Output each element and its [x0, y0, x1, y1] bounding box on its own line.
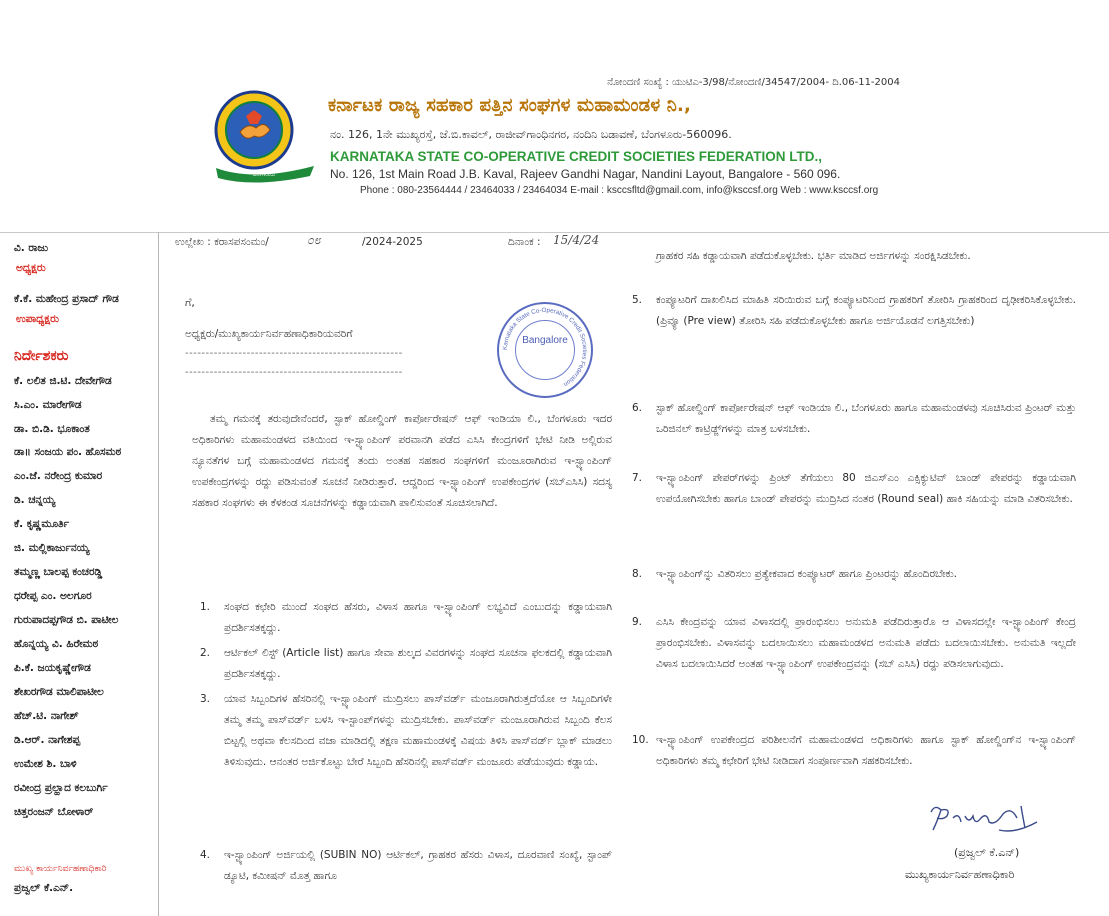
director-name: ಡಾ॥ ಸಂಜಯ ಪಂ. ಹೊಸಮಠ — [14, 446, 122, 458]
director-name: ಹೊನ್ನಯ್ಯ ವಿ. ಹಿರೇಮಠ — [14, 638, 99, 650]
date-label: ದಿನಾಂಕ : — [508, 236, 541, 248]
stamp-city: Bangalore — [522, 335, 568, 346]
item-text: ಸಂಘದ ಕಛೇರಿ ಮುಂದೆ ಸಂಘದ ಹೆಸರು, ವಿಳಾಸ ಹಾಗೂ ಇ-ಸ್ಟ್ಯಾಂಪಿಂಗ್ ಲಭ್ಯವಿದೆ ಎಂಬುದನ್ನು ಕಡ್ಡಾಯವಾಗಿ ಪ್ರದರ್ಶಿಸತಕ್ಕದ್ದು. — [224, 601, 612, 634]
instruction-item — [632, 730, 1076, 772]
director-name: ಡಿ.ಆರ್. ನಾಗೇಶಪ್ಪ — [14, 734, 81, 746]
director-name: ಎಂ.ಜೆ. ನರೇಂದ್ರ ಕುಮಾರ — [14, 470, 103, 482]
item-number: 1. — [200, 601, 211, 613]
item-text: ಇ-ಸ್ಟ್ಯಾಂಪಿಂಗ್‌ನ್ನು ವಿತರಿಸಲು ಪ್ರತ್ಯೇಕವಾದ ಕಂಪ್ಯೂಟರ್ ಹಾಗೂ ಪ್ರಿಂಟರನ್ನು ಹೊಂದಿರಬೇಕು. — [656, 568, 958, 580]
director-name: ಧರೇಪ್ಪ ಎಂ. ಅಲಗೂರ — [14, 590, 92, 602]
item-text: ಆರ್ಟಿಕಲ್ ಲಿಸ್ಟ್ (Article list) ಹಾಗೂ ಸೇವಾ ಶುಲ್ಕದ ವಿವರಗಳನ್ನು ಸಂಘದ ಸೂಚನಾ ಫಲಕದಲ್ಲಿ ಕಡ್ಡಾಯವಾಗಿ ಪ್ರದರ್ಶಿಸತಕ್ಕದ್ದು. — [224, 647, 612, 680]
salutation: ಗೆ, — [185, 296, 195, 309]
item-number: 2. — [200, 647, 211, 659]
addressee: ಅಧ್ಯಕ್ಷರು/ಮುಖ್ಯಕಾರ್ಯನಿರ್ವಹಣಾಧಿಕಾರಿಯವರಿಗೆ — [185, 328, 353, 340]
date-value: 15/4/24 — [553, 233, 600, 247]
director-name: ಪಿ.ಕೆ. ಜಯಕೃಷ್ಣೇಗೌಡ — [14, 662, 91, 674]
reference-number: ೦೮ — [307, 233, 321, 247]
reference-year: /2024-2025 — [362, 236, 423, 248]
director-name: ಕೆ. ಲಲಿತ ಜಿ.ಟಿ. ದೇವೇಗೌಡ — [14, 375, 112, 387]
instruction-item — [632, 398, 1076, 440]
ceo-name: ಪ್ರಜ್ವಲ್ ಕೆ.ಎನ್. — [14, 882, 74, 894]
reference-label: ಉಲ್ಲೇಖ : ಕರಾಸಪಸಂಮಂ/ — [175, 236, 269, 248]
sidebar-divider — [158, 232, 159, 916]
ceo-role: ಮುಖ್ಯ ಕಾರ್ಯನಿರ್ವಹಣಾಧಿಕಾರಿ — [14, 864, 107, 874]
director-name: ಡಿ. ಚನ್ನಯ್ಯ — [14, 494, 56, 506]
federation-logo — [210, 90, 320, 186]
vp-role: ಉಪಾಧ್ಯಕ್ಷರು — [16, 313, 59, 325]
item-text: ಇ-ಸ್ಟ್ಯಾಂಪಿಂಗ್ ಉಪಕೇಂದ್ರದ ಪರಿಶೀಲನೆಗೆ ಮಹಾಮಂಡಳದ ಅಧಿಕಾರಿಗಳು ಹಾಗೂ ಸ್ಟಾಕ್ ಹೋಲ್ಡಿಂಗ್‌ನ ಇ-ಸ್ಟ್ಯಾಂಪಿಂಗ್ ಅಧಿಕಾರಿಗಳು ತಮ್ಮ ಕಛೇರಿಗೆ ಭೇಟಿ ನೀಡಿದಾಗ ಸಂಪೂರ್ಣವಾಗಿ ಸಹಕರಿಸಬೇಕು. — [656, 734, 1076, 767]
item-text: ಕಂಪ್ಯೂಟರಿಗೆ ದಾಖಲಿಸಿದ ಮಾಹಿತಿ ಸರಿಯಿರುವ ಬಗ್ಗೆ ಕಂಪ್ಯೂಟರಿನಿಂದ ಗ್ರಾಹಕರಿಗೆ ತೋರಿಸಿ ಗ್ರಾಹಕರಿಂದ ದೃಢೀಕರಿಸಿಕೊಳ್ಳಬೇಕು. (ಪ್ರಿವ್ಯೂ (Pre view) ತೋರಿಸಿ ಸಹಿ ಪಡೆದುಕೊಳ್ಳಬೇಕು ಹಾಗೂ ಅರ್ಜಿಯೊಡನೆ ಲಗತ್ತಿಸಬೇಕು) — [656, 294, 1076, 327]
president-role: ಅಧ್ಯಕ್ಷರು — [16, 262, 46, 274]
item-text: ಇ-ಸ್ಟ್ಯಾಂಪಿಂಗ್ ಅರ್ಜಿಯಲ್ಲಿ (SUBIN NO) ಆರ್ಟಿಕಲ್, ಗ್ರಾಹಕರ ಹೆಸರು ವಿಳಾಸ, ದೂರವಾಣಿ ಸಂಖ್ಯೆ, ಸ್ಟಾಂಪ್ ಡ್ಯೂಟಿ, ಕಮೀಷನ್ ಮೊತ್ತ ಹಾಗೂ — [224, 849, 612, 882]
item-number: 9. — [632, 616, 643, 628]
address-english: No. 126, 1st Main Road J.B. Kaval, Rajeev Gandhi Nagar, Nandini Layout, Bangalore - 560 096. — [330, 167, 841, 181]
item-number: 7. — [632, 472, 643, 484]
address-blank-line: ----------------------------------------------------- — [185, 348, 403, 359]
instruction-item — [200, 845, 612, 887]
director-name: ರವೀಂದ್ರ ಪ್ರಲ್ಹಾದ ಕಲಬುರ್ಗಿ — [14, 782, 108, 794]
signature — [925, 800, 1045, 840]
directors-heading: ನಿರ್ದೇಶಕರು — [14, 348, 69, 364]
item-number: 5. — [632, 294, 643, 306]
item-text: ಎಸಿಸಿ ಕೇಂದ್ರವನ್ನು ಯಾವ ವಿಳಾಸದಲ್ಲಿ ಪ್ರಾರಂಭಿಸಲು ಅನುಮತಿ ಪಡೆದಿರುತ್ತಾರೊ ಆ ವಿಳಾಸದಲ್ಲೇ ಇ-ಸ್ಟ್ಯಾಂಪಿಂಗ್ ಕೇಂದ್ರ ಪ್ರಾರಂಭಿಸಬೇಕು. ವಿಳಾಸವನ್ನು ಬದಲಾಯಿಸಲು ಮಹಾಮಂಡಳದ ಅನುಮತಿ ಪಡೆದು ಬದಲಾಯಿಸಬೇಕು. ಅನುಮತಿ ಇಲ್ಲದೇ ವಿಳಾಸ ಬದಲಾಯಿಸಿದರೆ ಅಂತಹ ಇ-ಸ್ಟ್ಯಾಂಪಿಂಗ್ ಉಪಕೇಂದ್ರವನ್ನು (ಸಬ್ ಎಸಿಸಿ) ರದ್ದು ಪಡಿಸಲಾಗುವುದು. — [656, 616, 1076, 670]
stamp-inner-ring — [515, 320, 575, 380]
director-name: ಶೇಖರಗೌಡ ಮಾಲಿಪಾಟೀಲ — [14, 686, 104, 698]
signatory-name: (ಪ್ರಜ್ವಲ್ ಕೆ.ಎನ್) — [954, 846, 1020, 859]
director-name: ಚಿತ್ತರಂಜನ್ ಬೋಳಾರ್ — [14, 806, 94, 818]
director-name: ಸಿ.ಎಂ. ಮಾರೇಗೌಡ — [14, 399, 82, 411]
director-name: ತಮ್ಮಣ್ಣ ಬಾಲಪ್ಪ ಕಂಚರಡ್ಡಿ — [14, 566, 103, 578]
contact-line: Phone : 080-23564444 / 23464033 / 23464034 E-mail : ksccsfltd@gmail.com, info@ksccsf.org Web : www.ksccsf.org — [360, 185, 879, 196]
item-number: 4. — [200, 849, 211, 861]
intro-text: ತಮ್ಮ ಗಮನಕ್ಕೆ ತರುವುದೇನೆಂದರೆ, ಸ್ಟಾಕ್ ಹೋಲ್ಡಿಂಗ್ ಕಾರ್ಪೋರೇಷನ್ ಆಫ್ ಇಂಡಿಯಾ ಲಿ., ಬೆಂಗಳೂರು ಇದರ ಅಧಿಕಾರಿಗಳು ಮಹಾಮಂಡಳದ ವತಿಯಿಂದ ಇ-ಸ್ಟ್ಯಾಂಪಿಂಗ್ ಪರವಾನಗಿ ಪಡೆದ ಎಸಿಸಿ ಕೇಂದ್ರಗಳಿಗೆ ಭೇಟಿ ನೀಡಿ ಅಲ್ಲಿರುವ ನ್ಯೂನತೆಗಳ ಬಗ್ಗೆ ಮಹಾಮಂಡಳದ ಗಮನಕ್ಕೆ ತಂದು ಅಂತಹ ಸಹಕಾರ ಸಂಘಗಳಿಗೆ ಮಂಜೂರಾಗಿರುವ ಇ-ಸ್ಟ್ಯಾಂಪಿಂಗ್ ಉಪಕೇಂದ್ರಗಳನ್ನು ರದ್ದು ಪಡಿಸುವಂತೆ ಸೂಚನೆ ನೀಡಿರುತ್ತಾರೆ. ಆದ್ದರಿಂದ ಇ-ಸ್ಟ್ಯಾಂಪಿಂಗ್ ಉಪಕೇಂದ್ರಗಳ (ಸಬ್‌ಎಸಿಸಿ) ಸದಸ್ಯ ಸಹಕಾರ ಸಂಘಗಳು ಈ ಕೆಳಕಂಡ ಸೂಚನೆಗಳನ್ನು ಕಡ್ಡಾಯವಾಗಿ ಪಾಲಿಸುವಂತೆ ಸೂಚಿಸಲಾಗಿದೆ. — [192, 413, 612, 509]
signatory-title: ಮುಖ್ಯಕಾರ್ಯನಿರ್ವಹಣಾಧಿಕಾರಿ — [905, 868, 1015, 881]
president-name: ವಿ. ರಾಜು — [14, 242, 49, 254]
instruction-item — [200, 643, 612, 685]
item-number: 3. — [200, 693, 211, 705]
office-seal-stamp — [497, 302, 593, 398]
director-name: ಜಿ. ಮಲ್ಲಿಕಾರ್ಜುನಯ್ಯ — [14, 542, 90, 554]
logo-city-text: ಬೆಂಗಳೂರು — [252, 171, 276, 178]
vp-name: ಕೆ.ಕೆ. ಮಹೇಂದ್ರ ಪ್ರಸಾದ್ ಗೌಡ — [14, 293, 119, 305]
instruction-item-continued — [632, 246, 1076, 267]
instruction-item — [632, 564, 1076, 585]
director-name: ಹೆಚ್.ಟಿ. ನಾಗೇಶ್ — [14, 710, 79, 722]
item-text: ಗ್ರಾಹಕರ ಸಹಿ ಕಡ್ಡಾಯವಾಗಿ ಪಡೆದುಕೊಳ್ಳಬೇಕು. ಭರ್ತಿ ಮಾಡಿದ ಅರ್ಜಿಗಳನ್ನು ಸಂರಕ್ಷಿಸಿಡಬೇಕು. — [656, 250, 971, 262]
item-number: 8. — [632, 568, 643, 580]
instruction-item — [632, 290, 1076, 332]
registration-number: ನೋಂದಣಿ ಸಂಖ್ಯೆ : ಯುಟಿಎ-3/98/ನೋಂದಣಿ/34547/2004- ದಿ.06-11-2004 — [607, 77, 900, 88]
instruction-item — [632, 468, 1076, 510]
item-text: ಯಾವ ಸಿಬ್ಬಂದಿಗಳ ಹೆಸರಿನಲ್ಲಿ ಇ-ಸ್ಟ್ಯಾಂಪಿಂಗ್ ಮುದ್ರಿಸಲು ಪಾಸ್‌ವರ್ಡ್ ಮಂಜೂರಾಗಿರುತ್ತದೆಯೋ ಆ ಸಿಬ್ಬಂದಿಗಳೇ ತಮ್ಮ ತಮ್ಮ ಪಾಸ್‌ವರ್ಡ್ ಬಳಸಿ ಇ-ಸ್ಟಾಂಪ್‌ಗಳನ್ನು ಮುದ್ರಿಸಬೇಕು. ಪಾಸ್‌ವರ್ಡ್ ಮಂಜೂರಾಗಿರುವ ಸಿಬ್ಬಂದಿ ಕೆಲಸ ಬಿಟ್ಟಲ್ಲಿ ಅಥವಾ ಕೆಲಸದಿಂದ ವಜಾ ಮಾಡಿದಲ್ಲಿ ತಕ್ಷಣ ಮಹಾಮಂಡಳಕ್ಕೆ ವಿಷಯ ತಿಳಿಸಿ ಪಾಸ್‌ವರ್ಡ್ ಬ್ಲಾಕ್ ಮಾಡಲು ತಿಳಿಸುವುದು. ಆನಂತರ ಅರ್ಜಿಕೊಟ್ಟು ಬೇರೆ ಸಿಬ್ಬಂದಿ ಹೆಸರಿನಲ್ಲಿ ಪಾಸ್‌ವರ್ಡ್ ಮಂಜೂರು ಪಡೆಯುವುದು ಕಡ್ಡಾಯ. — [224, 693, 612, 768]
instruction-item — [632, 612, 1076, 675]
instruction-item — [200, 689, 612, 773]
stamp-ring-text: Karnataka State Co-Operative Credit Societies Federation — [501, 306, 589, 388]
item-text: ಸ್ಟಾಕ್ ಹೋಲ್ಡಿಂಗ್ ಕಾರ್ಪೋರೇಷನ್ ಆಫ್ ಇಂಡಿಯಾ ಲಿ., ಬೆಂಗಳೂರು ಹಾಗೂ ಮಹಾಮಂಡಳವು ಸೂಚಿಸಿರುವ ಪ್ರಿಂಟರ್ ಮತ್ತು ಒರಿಜಿನಲ್ ಕಾಟ್ರಿಡ್ಜ್‌ಗಳನ್ನು ಮಾತ್ರ ಬಳಸಬೇಕು. — [656, 402, 1076, 435]
instruction-item — [200, 597, 612, 639]
item-number: 6. — [632, 402, 643, 414]
director-name: ಕೆ. ಕೃಷ್ಣಮೂರ್ತಿ — [14, 518, 70, 530]
address-kannada: ನಂ. 126, 1ನೇ ಮುಖ್ಯರಸ್ತೆ, ಜೆ.ಬಿ.ಕಾವಲ್, ರಾಜೀವ್‌ಗಾಂಧಿನಗರ, ನಂದಿನಿ ಬಡಾವಣೆ, ಬೆಂಗಳೂರು-560096. — [330, 128, 732, 141]
item-text: ಇ-ಸ್ಟ್ಯಾಂಪಿಂಗ್ ಪೇಪರ್‌ಗಳನ್ನು ಪ್ರಿಂಟ್ ತೆಗೆಯಲು 80 ಜಿಎಸ್‌ಎಂ ಎಕ್ಸಿಕ್ಯುಟಿವ್ ಬಾಂಡ್ ಪೇಪರನ್ನು ಕಡ್ಡಾಯವಾಗಿ ಉಪಯೋಗಿಸಬೇಕು ಹಾಗೂ ಬಾಂಡ್ ಪೇಪರನ್ನು ಮುದ್ರಿಸಿದ ನಂತರ (Round seal) ಹಾಕಿ ಸಹಿಯನ್ನು ಮಾಡಿ ವಿತರಿಸಬೇಕು. — [656, 472, 1076, 505]
item-number: 10. — [632, 734, 649, 746]
org-name-english: KARNATAKA STATE CO-OPERATIVE CREDIT SOCIETIES FEDERATION LTD., — [330, 149, 822, 164]
intro-paragraph — [192, 409, 612, 514]
signature-text: Prajwal — [1043, 838, 1047, 839]
director-name: ಡಾ. ಬಿ.ಡಿ. ಭೂಕಾಂತ — [14, 423, 90, 435]
org-name-kannada: ಕರ್ನಾಟಕ ರಾಜ್ಯ ಸಹಕಾರ ಪತ್ತಿನ ಸಂಘಗಳ ಮಹಾಮಂಡಳ ನಿ., — [328, 95, 692, 116]
director-name: ಉಮೇಶ ಶಿ. ಬಾಳಿ — [14, 758, 77, 770]
address-blank-line: ----------------------------------------------------- — [185, 367, 403, 378]
director-name: ಗುರುಪಾದಪ್ಪಗೌಡ ಬಿ. ಪಾಟೀಲ — [14, 614, 119, 626]
